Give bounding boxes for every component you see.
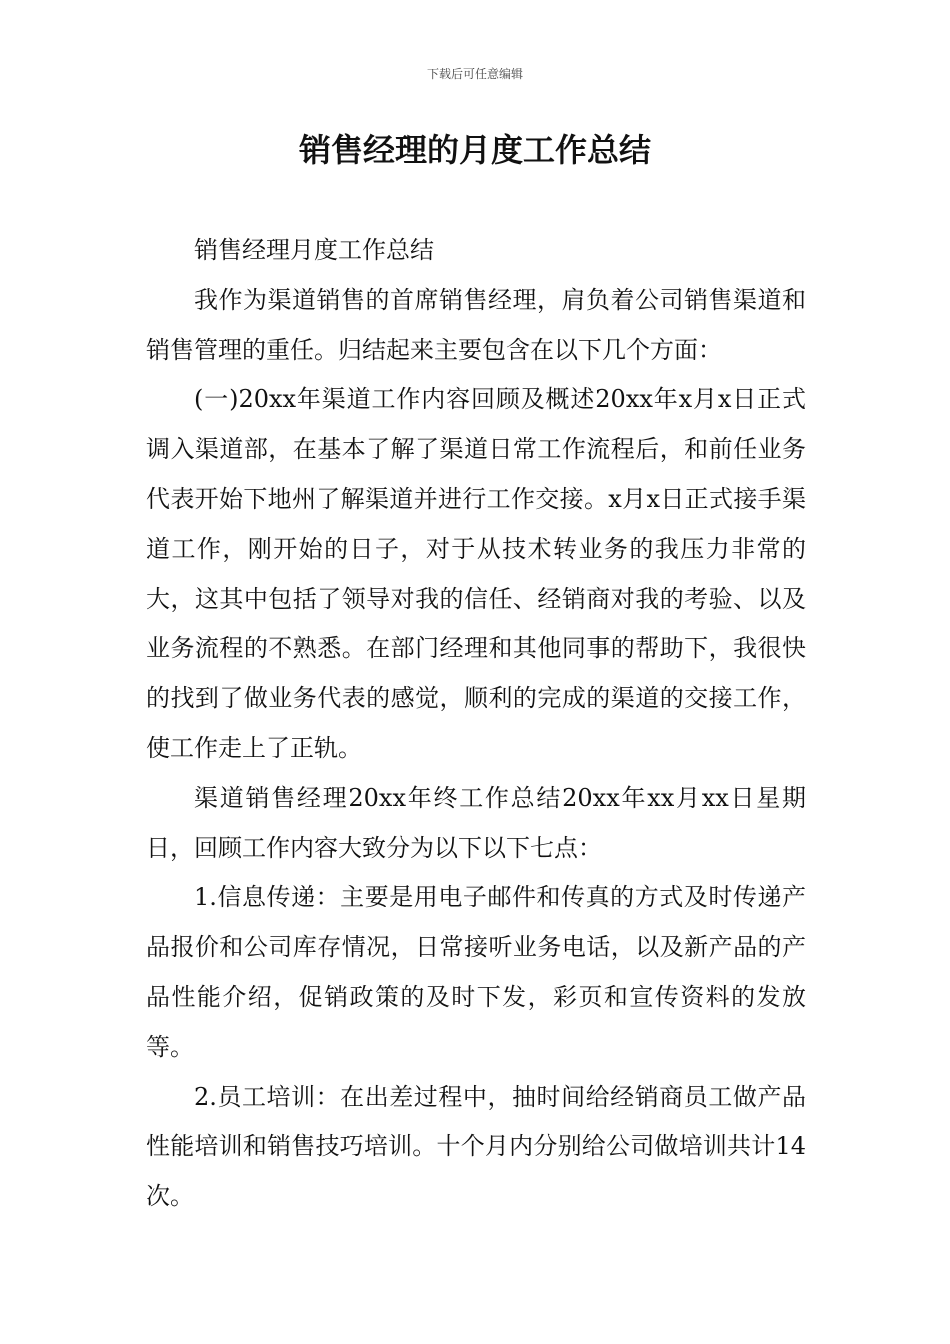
paragraph-staff-training: 2.员工培训：在出差过程中，抽时间给经销商员工做产品性能培训和销售技巧培训。十个月内分别给公司做培训共计14次。 [146,1082,806,1211]
paragraph-review: (一)20xx年渠道工作内容回顾及概述20xx年x月x日正式调入渠道部，在基本了解了渠道日常工作流程后，和前任业务代表开始下地州了解渠道并进行工作交接。x月x日正式接手渠道工作，刚开始的日子，对于从技术转业务的我压力非常的大，这其中包括了领导对我的信任、经销商对我的考验、以及业务流程的不熟悉。在部门经理和其他同事的帮助下，我很快的找到了做业务代表的感觉，顺利的完成的渠道的交接工作，使工作走上了正轨。 [146,385,806,762]
document-title: 销售经理的月度工作总结 [298,131,651,169]
paragraph-info-delivery: 1.信息传递：主要是用电子邮件和传真的方式及时传递产品报价和公司库存情况，日常接听业务电话，以及新产品的产品性能介绍，促销政策的及时下发，彩页和宣传资料的发放等。 [146,883,806,1061]
document-body [146,226,806,1222]
paragraph-subtitle: 销售经理月度工作总结 [194,236,434,264]
paragraph-summary: 渠道销售经理20xx年终工作总结20xx年xx月xx日星期日，回顾工作内容大致分为以下以下七点： [146,783,806,862]
paragraph-intro: 我作为渠道销售的首席销售经理，肩负着公司销售渠道和销售管理的重任。归结起来主要包含在以下几个方面： [146,285,806,364]
header-note: 下载后可任意编辑 [426,67,523,81]
